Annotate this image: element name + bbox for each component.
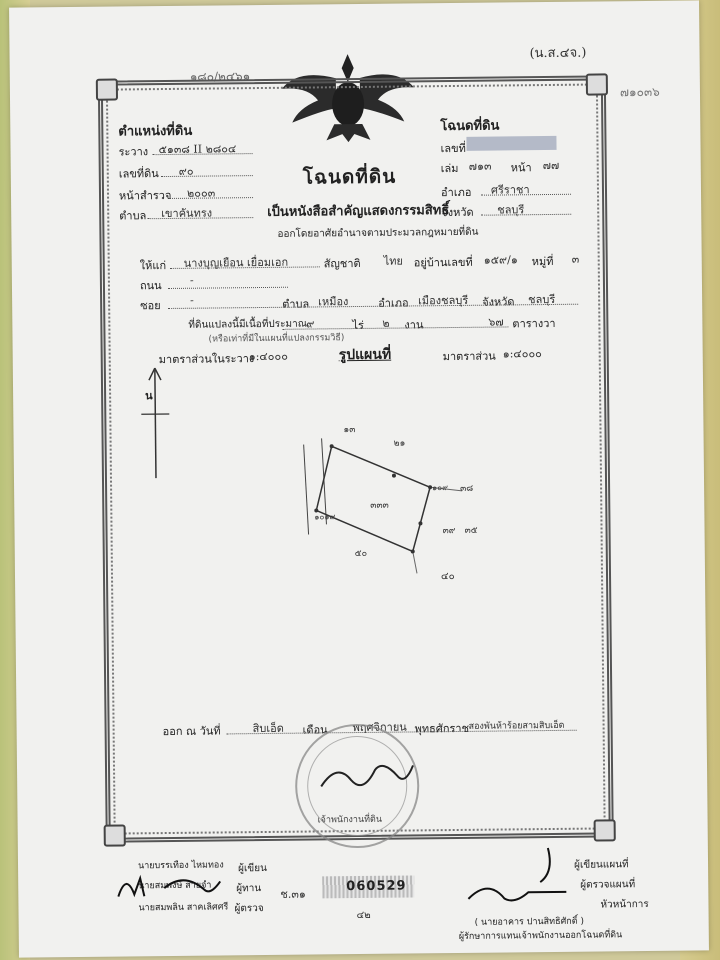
issue-year-label: พุทธศักราช [414, 721, 470, 736]
footer-left-name: นายบรรเทือง ไหมทอง [137, 860, 224, 872]
book-value: ๗๑๓ [468, 159, 492, 173]
area-wa-label: ตารางวา [512, 316, 556, 331]
redacted-deed-number [466, 136, 556, 151]
footer-right-name: ( นายอาคาร ปานสิทธิศักดิ์ ) [474, 916, 584, 928]
map-label: ๕๐ [354, 548, 368, 560]
footer-left-role: ผู้เขียน [238, 862, 267, 875]
amphoe-value: ศรีราชา [490, 183, 530, 197]
north-arrow-icon [137, 366, 174, 482]
map-label: ๑๐๙ [432, 483, 448, 493]
soi-label: ซอย [140, 299, 161, 313]
page-value: ๗๗ [542, 158, 560, 173]
map-heading: รูปแผนที่ [338, 346, 392, 364]
issue-month: พฤศจิกายน [352, 720, 407, 735]
deed-no-label: เลขที่ [440, 141, 466, 156]
parcel-no-label: เลขที่ดิน [118, 167, 159, 181]
map-label: ๓๓๓ [370, 500, 389, 511]
map-label: ๓๙ [442, 525, 456, 537]
road-value: - [189, 273, 194, 287]
signature-scribble [317, 755, 417, 796]
house-no-label: อยู่บ้านเลขที่ [413, 255, 473, 270]
stamp-caption: เจ้าพนักงานที่ดิน [317, 814, 383, 826]
document-title: โฉนดที่ดิน [302, 165, 397, 189]
tambon-label: ตำบล [119, 209, 147, 223]
footer-right-caption: ผู้รักษาการแทนเจ้าพนักงานออกโฉนดที่ดิน [458, 930, 623, 942]
owner-amphoe-label: อำเภอ [378, 296, 409, 310]
scale-left-value: ๑:๔๐๐๐ [248, 349, 288, 364]
page-number: ๔๒ [356, 909, 371, 922]
land-title-deed [9, 0, 709, 957]
document-subtitle: เป็นหนังสือสำคัญแสดงกรรมสิทธิ์ [267, 203, 450, 220]
footer-left-name: นายสมพลิน สาคเลิศศรี [138, 902, 229, 914]
amphoe-label: อำเภอ [440, 185, 472, 200]
parcel-no-value: ๙๐ [178, 164, 194, 178]
border-corner-ornament [586, 73, 608, 95]
footer-left-role: ผู้ตรวจ [234, 903, 264, 915]
footer-left-name: นายสมพงษ์ สายจำ [138, 880, 212, 892]
sheet-value: ๕๑๓๘ II ๒๘๐๔ [158, 142, 237, 157]
map-label: ๓๘ [460, 483, 474, 494]
map-label: ๔๐ [440, 571, 455, 583]
location-heading: ตำแหน่งที่ดิน [118, 123, 193, 140]
province-value: ชลบุรี [497, 203, 525, 217]
area-lead: ที่ดินแปลงนี้มีเนื้อที่ประมาณ [188, 318, 308, 331]
issue-label: ออก ณ วันที่ [162, 724, 221, 739]
survey-page-value: ๒๐๐๓ [186, 186, 216, 200]
footer-right-role: หัวหน้าการ [600, 898, 649, 911]
issue-year: สองพันห้าร้อยสามสิบเอ็ด [468, 720, 565, 732]
footer-right-role: ผู้ตรวจแผนที่ [580, 879, 636, 891]
date-code: ช.๓๑ [280, 887, 306, 901]
footer-right-signature [458, 842, 579, 913]
footer-left-role: ผู้ทาน [236, 883, 262, 895]
sheet-label: ระวาง [118, 145, 149, 159]
area-rai-value: ๙ [306, 317, 315, 331]
serial-number: 060529 [346, 878, 407, 895]
area-wa-value: ๖๗ [488, 315, 504, 329]
deed-heading: โฉนดที่ดิน [440, 118, 500, 135]
book-label: เล่ม [440, 161, 459, 176]
footer-right-role: ผู้เขียนแผนที่ [573, 859, 629, 871]
owner-tambon-value: เหมือง [318, 295, 349, 309]
footer-left-signature [114, 867, 224, 904]
soi-value: - [190, 293, 194, 307]
owner-province-value: ชลบุรี [528, 292, 556, 307]
house-no-value: ๑๕๙/๑ [483, 253, 518, 267]
border-corner-ornament [96, 79, 118, 101]
map-label: ๑๓ [343, 425, 356, 436]
moo-value: ๓ [571, 252, 580, 266]
tambon-value: เขาคันทรง [161, 206, 213, 221]
owner-amphoe-value: เมืองชลบุรี [418, 293, 469, 308]
owner-tambon-label: ตำบล [282, 297, 310, 311]
owner-label: ให้แก่ [139, 259, 167, 273]
nationality-value: ไทย [383, 254, 404, 268]
area-ngan-label: งาน [404, 318, 424, 332]
map-label: ๓๕ [464, 525, 478, 536]
nationality-label: สัญชาติ [323, 256, 361, 271]
scale-right-label: มาตราส่วน [442, 349, 496, 364]
scale-right-value: ๑:๔๐๐๐ [502, 347, 542, 361]
right-margin-note: ๗๑๐๓๖ [619, 84, 660, 100]
top-handwritten-note: ๑๘๐/๒๔๖๑ [189, 69, 251, 84]
owner-name: นางบุญเยือน เยื่อมเอก [183, 255, 289, 270]
issue-day: สิบเอ็ด [252, 721, 284, 736]
area-rai-label: ไร่ [352, 318, 364, 333]
road-label: ถนน [139, 279, 162, 293]
map-label: ๒๑ [393, 438, 406, 449]
page-label: หน้า [510, 161, 532, 175]
area-ngan-value: ๒ [382, 316, 390, 330]
map-label: ๑๐๑๙ [314, 512, 336, 522]
issued-under-law: ออกโดยอาศัยอำนาจตามประมวลกฎหมายที่ดิน [277, 226, 479, 240]
north-label: น [145, 389, 153, 403]
border-corner-ornament [594, 819, 616, 841]
survey-page-label: หน้าสำรวจ [118, 188, 172, 203]
owner-province-label: จังหวัด [482, 295, 515, 309]
form-code: (น.ส.๔จ.) [529, 45, 587, 62]
area-note: (หรือเท่าที่มีในแผนที่แปลงกรรมวิธี) [208, 333, 345, 345]
province-label: จังหวัด [441, 205, 474, 220]
scale-left-label: มาตราส่วนในระวาง [158, 352, 255, 367]
moo-label: หมู่ที่ [531, 254, 554, 269]
border-corner-ornament [104, 824, 126, 846]
issue-month-label: เดือน [302, 723, 328, 737]
